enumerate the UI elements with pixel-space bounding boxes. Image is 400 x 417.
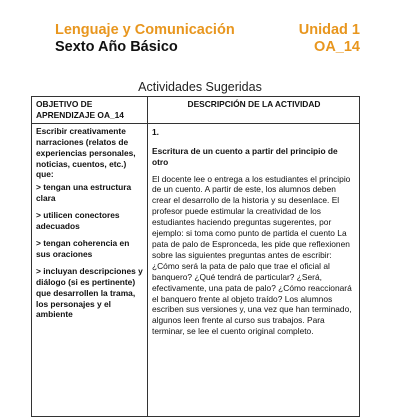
activity-title: Escritura de un cuento a partir del principio de otro <box>152 145 338 167</box>
objective-item: > utilicen conectores adecuados <box>36 210 120 232</box>
table-header-row <box>32 97 360 124</box>
objective-item: > tengan coherencia en sus oraciones <box>36 237 130 259</box>
objective-column-header: OBJETIVO DE APRENDIZAJE OA_14 <box>32 97 148 124</box>
activity-table <box>31 96 360 417</box>
objective-item: > tengan una estructura clara <box>36 182 132 204</box>
objective-code: OA_14 <box>314 39 360 55</box>
objective-item: > incluyan descripciones y diálogo (si es pertinente) que desarrollen la trama, los personajes y el ambiente <box>36 265 143 320</box>
section-title: Actividades Sugeridas <box>138 80 262 94</box>
header-row-1 <box>55 22 360 39</box>
activity-number: 1. <box>152 126 159 137</box>
description-cell <box>148 123 360 416</box>
header-row-2 <box>55 39 360 56</box>
objective-cell <box>32 123 148 416</box>
description-column-header: DESCRIPCIÓN DE LA ACTIVIDAD <box>148 97 360 124</box>
activity-description: El docente lee o entrega a los estudiantes el principio de un cuento. A partir de este, los alumnos deben crear el desarrollo de la historia y su desenlace. El profesor puede estimular la creatividad de los estudiantes haciendo preguntas sugerentes, por ejemplo: si toma como punto de partida el cuento La pata de palo de Espronceda, les pide que reflexionen sobre las siguientes preguntas antes de escribir: ¿Cómo será la pata de palo que trae el oficial al banquero? ¿Qué tendrá de particular? ¿Será, efectivamente, una pata de palo? ¿Cómo reaccionará el banquero frente al objeto traído? Los alumnos escriben sus versiones y, una vez que han terminado, algunos leen frente al curso sus trabajos. Para terminar, se lee el cuento original completo. <box>152 173 352 337</box>
unit-label: Unidad 1 <box>298 22 360 38</box>
grade-label: Sexto Año Básico <box>55 39 178 55</box>
objective-intro: Escribir creativamente narraciones (relatos de experiencias personales, noticias, cuentos, etc.) que: <box>36 125 136 180</box>
subject-title: Lenguaje y Comunicación <box>55 22 235 38</box>
table-row <box>32 123 360 416</box>
page-header <box>55 22 360 56</box>
